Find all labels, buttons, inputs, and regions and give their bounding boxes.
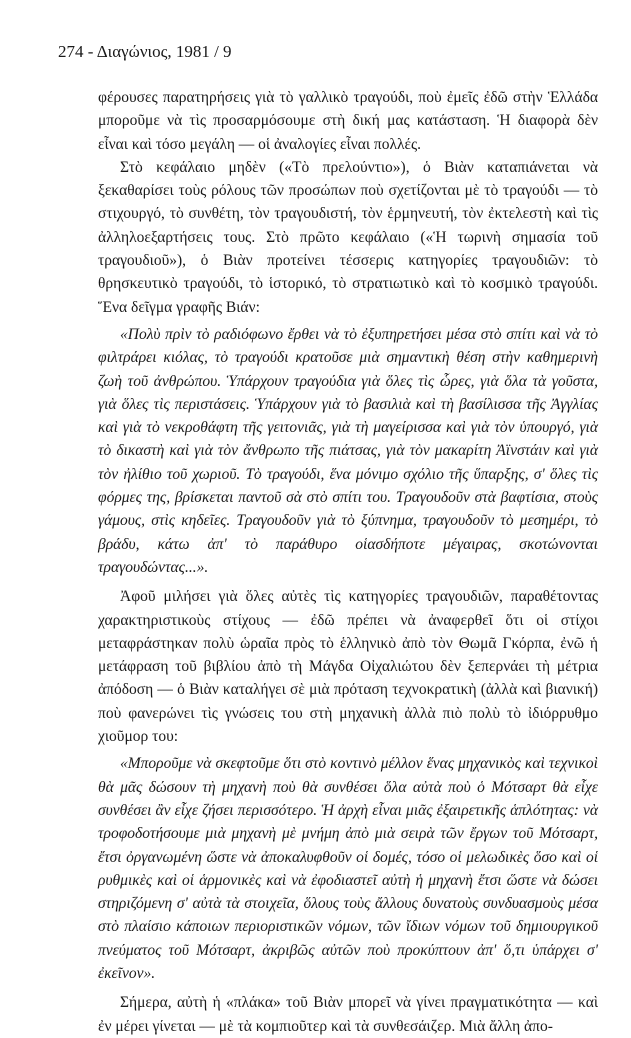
block-quote: «Πολὺ πρὶν τὸ ραδιόφωνο ἔρθει νὰ τὸ ἐξυπηρετήσει μέσα στὸ σπίτι καὶ νὰ τὸ φιλτράρει κιόλας, τὸ τραγούδι κρατοῦσε μιὰ σημαντικὴ θέση στὴν καθημερινὴ ζωὴ τοῦ ἀνθρώπου. Ὑπάρχουν τραγούδια γιὰ ὅλες τὶς ὧρες, γιὰ ὅλα τὰ γοῦστα, γιὰ ὅλες τὶς περιστάσεις. Ὑπάρχουν γιὰ τὸ βασιλιὰ καὶ τὴ βασίλισσα τῆς Ἀγγλίας καὶ γιὰ τὸ νεκροθάφτη τῆς γειτονιᾶς, γιὰ τὴ μαγείρισσα καὶ γιὰ τὸν ὑπουργό, γιὰ τὸ δικαστὴ καὶ γιὰ τὸν ἄνθρωπο τῆς πιάτσας, γιὰ τὸν μακαρίτη Ἀϊνστάιν καὶ γιὰ τὸν ἠλίθιο τοῦ χωριοῦ. Τὸ τραγούδι, ἕνα μόνιμο σχόλιο τῆς ὕπαρξης, σ' ὅλες τὶς φόρμες της, βρίσκεται παντοῦ σὰ στὸ σπίτι του. Τραγουδοῦν στὰ βαφτίσια, στοὺς γάμους, στὶς κηδεῖες. Τραγουδοῦν γιὰ τὸ ξύπνημα, τραγουδοῦν τὸ μεσημέρι, τὸ βράδυ, κάτω ἀπ' τὸ παράθυρο οἱασδήποτε μέγαιρας, σκοτώνονται τραγουδώντας...». xyxy=(98,325,598,576)
paragraph: Στὸ κεφάλαιο μηδὲν («Τὸ πρελούντιο»), ὁ Βιὰν καταπιάνεται νὰ ξεκαθαρίσει τοὺς ρόλους τῶν προσώπων ποὺ σχετίζονται μὲ τὸ τραγούδι — τὸ στιχουργό, τὸ συνθέτη, τὸν τραγουδιστή, τὸν ἑρμηνευτή, τὸν ἐκτελεστὴ καὶ τὶς ἀλληλοεξαρτήσεις τους. Στὸ πρῶτο κεφάλαιο («Ἡ τωρινὴ σημασία τοῦ τραγουδιοῦ»), ὁ Βιὰν προτείνει τέσσερις κατηγορίες τραγουδιῶν: τὸ θρησκευτικὸ τραγούδι, τὸ ἱστορικό, τὸ στρατιωτικὸ καὶ τὸ κοσμικὸ τραγούδι. Ἕνα δεῖγμα γραφῆς Βιάν: xyxy=(98,158,598,316)
paragraph: Ἀφοῦ μιλήσει γιὰ ὅλες αὐτὲς τὶς κατηγορίες τραγουδιῶν, παραθέτοντας χαρακτηριστικοὺς στίχους — ἐδῶ πρέπει νὰ ἀναφερθεῖ ὅτι οἱ στίχοι μεταφράστηκαν πολὺ ὡραῖα πρὸς τὸ ἑλληνικὸ ἀπὸ τὸν Θωμᾶ Γκόρπα, ἐνῶ ἡ μετάφραση τοῦ βιβλίου ἀπὸ τὴ Μάγδα Οἰχαλιώτου δὲν ξεπερνάει τὴ μέτρια ἀπόδοση — ὁ Βιὰν καταλήγει σὲ μιὰ πρόταση τεχνοκρατικὴ (ἀλλὰ καὶ βιανική) ποὺ φανερώνει τὶς γνώσεις του στὴ μηχανικὴ ἀλλὰ πιὸ πολὺ τὸ ἰδιόρρυθμο χιοῦμορ του: xyxy=(98,588,598,746)
paragraph: φέρουσες παρατηρήσεις γιὰ τὸ γαλλικὸ τραγούδι, ποὺ ἐμεῖς ἐδῶ στὴν Ἑλλάδα μποροῦμε νὰ τὶς προσαρμόσουμε στὴ δική μας κατάσταση. Ἡ διαφορὰ δὲν εἶναι καὶ τόσο μεγάλη — οἱ ἀναλογίες εἶναι πολλές. xyxy=(98,89,598,153)
block-quote: «Μποροῦμε νὰ σκεφτοῦμε ὅτι στὸ κοντινὸ μέλλον ἕνας μηχανικὸς καὶ τεχνικοὶ θὰ μᾶς δώσουν τὴ μηχανὴ ποὺ θὰ συνθέσει ὅλα αὐτὰ ποὺ ὁ Μότσαρτ θὰ εἶχε συνθέσει ἂν εἶχε ζήσει περισσότερο. Ἡ ἀρχὴ εἶναι μιᾶς ἐξαιρετικῆς ἁπλότητας: νὰ τροφοδοτήσουμε μιὰ μηχανὴ μὲ μνήμη ἀπὸ μιὰ σειρὰ τῶν ἔργων τοῦ Μότσαρτ, ἔτσι ὀργανωμένη ὥστε νὰ ἀποκαλυφθοῦν οἱ δομές, τόσο οἱ μελωδικὲς ὅσο καὶ οἱ ρυθμικὲς καὶ οἱ ἁρμονικὲς καὶ νὰ ἐφοδιαστεῖ αὐτὴ ἡ μηχανὴ ἔτσι ὥστε νὰ δώσει στηριζόμενη σ' αὐτὰ τὰ στοιχεῖα, ὅλους τοὺς ἄλλους δυνατοὺς συνδυασμοὺς μέσα στὸ πλαίσιο κάποιων περιοριστικῶν νόμων, τῶν ἴδιων νόμων τοῦ δημιουργικοῦ πνεύματος τοῦ Μότσαρτ, ἀκριβῶς αὐτῶν ποὺ προκύπτουν ἀπ' ὅ,τι ὑπάρχει σ' ἐκεῖνον». xyxy=(98,755,598,982)
paragraph: Σήμερα, αὐτὴ ἡ «πλάκα» τοῦ Βιὰν μπορεῖ νὰ γίνει πραγματικότητα — καὶ ἐν μέρει γίνεται — μὲ τὰ κομπιοῦτερ καὶ τὰ συνθεσάιζερ. Μιὰ ἄλλη ἀπο- xyxy=(98,994,598,1035)
article-body xyxy=(98,86,598,1038)
page-header: 274 - Διαγώνιος, 1981 / 9 xyxy=(58,42,232,61)
